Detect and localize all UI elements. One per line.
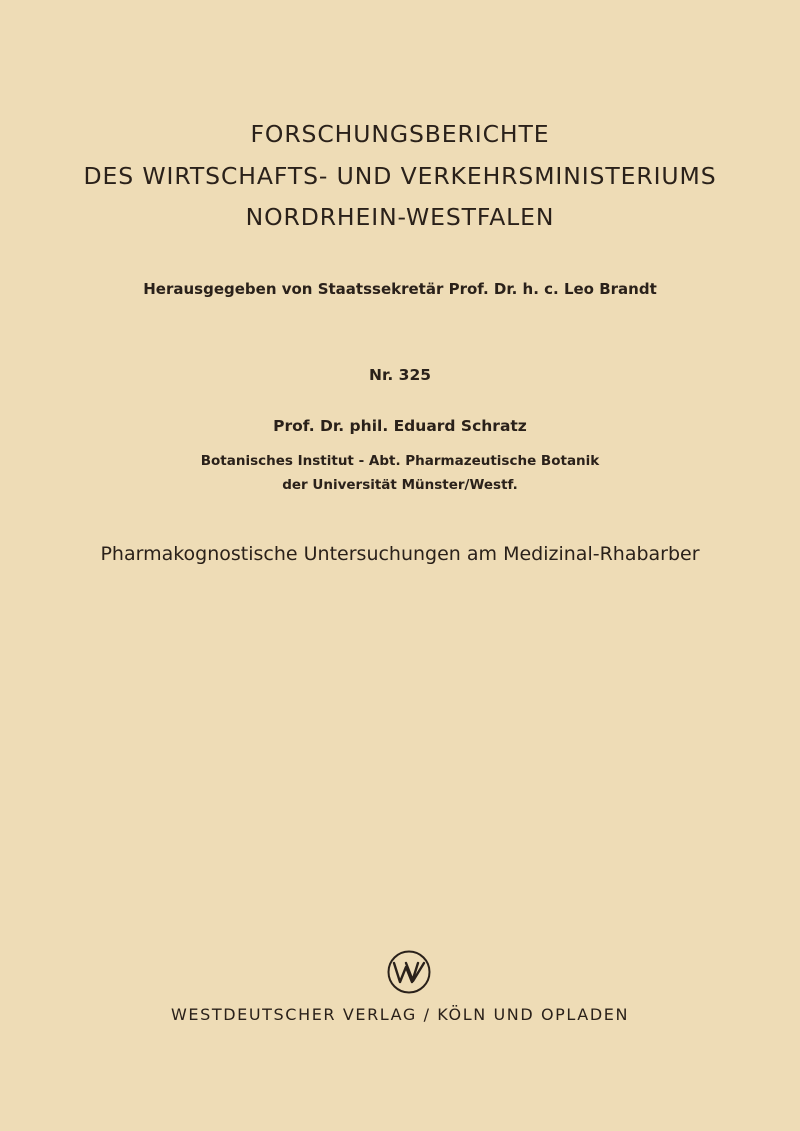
book-title: Pharmakognostische Untersuchungen am Medizinal-Rhabarber bbox=[100, 543, 700, 565]
series-title-line-2: DES WIRTSCHAFTS- UND VERKEHRSMINISTERIUMS bbox=[83, 162, 717, 190]
author-name: Prof. Dr. phil. Eduard Schratz bbox=[273, 417, 527, 435]
series-title-line-1: FORSCHUNGSBERICHTE bbox=[250, 120, 550, 148]
institute-line-1: Botanisches Institut - Abt. Pharmazeutische Botanik bbox=[200, 453, 600, 469]
volume-number: Nr. 325 bbox=[368, 366, 432, 384]
wv-publisher-logo-icon bbox=[386, 949, 432, 995]
publisher-imprint: WESTDEUTSCHER VERLAG / KÖLN UND OPLADEN bbox=[170, 1005, 630, 1024]
series-title-line-3: NORDRHEIN-WESTFALEN bbox=[245, 203, 555, 231]
institute-line-2: der Universität Münster/Westf. bbox=[282, 477, 518, 493]
editor-credit: Herausgegeben von Staatssekretär Prof. Dr. h. c. Leo Brandt bbox=[143, 280, 657, 298]
